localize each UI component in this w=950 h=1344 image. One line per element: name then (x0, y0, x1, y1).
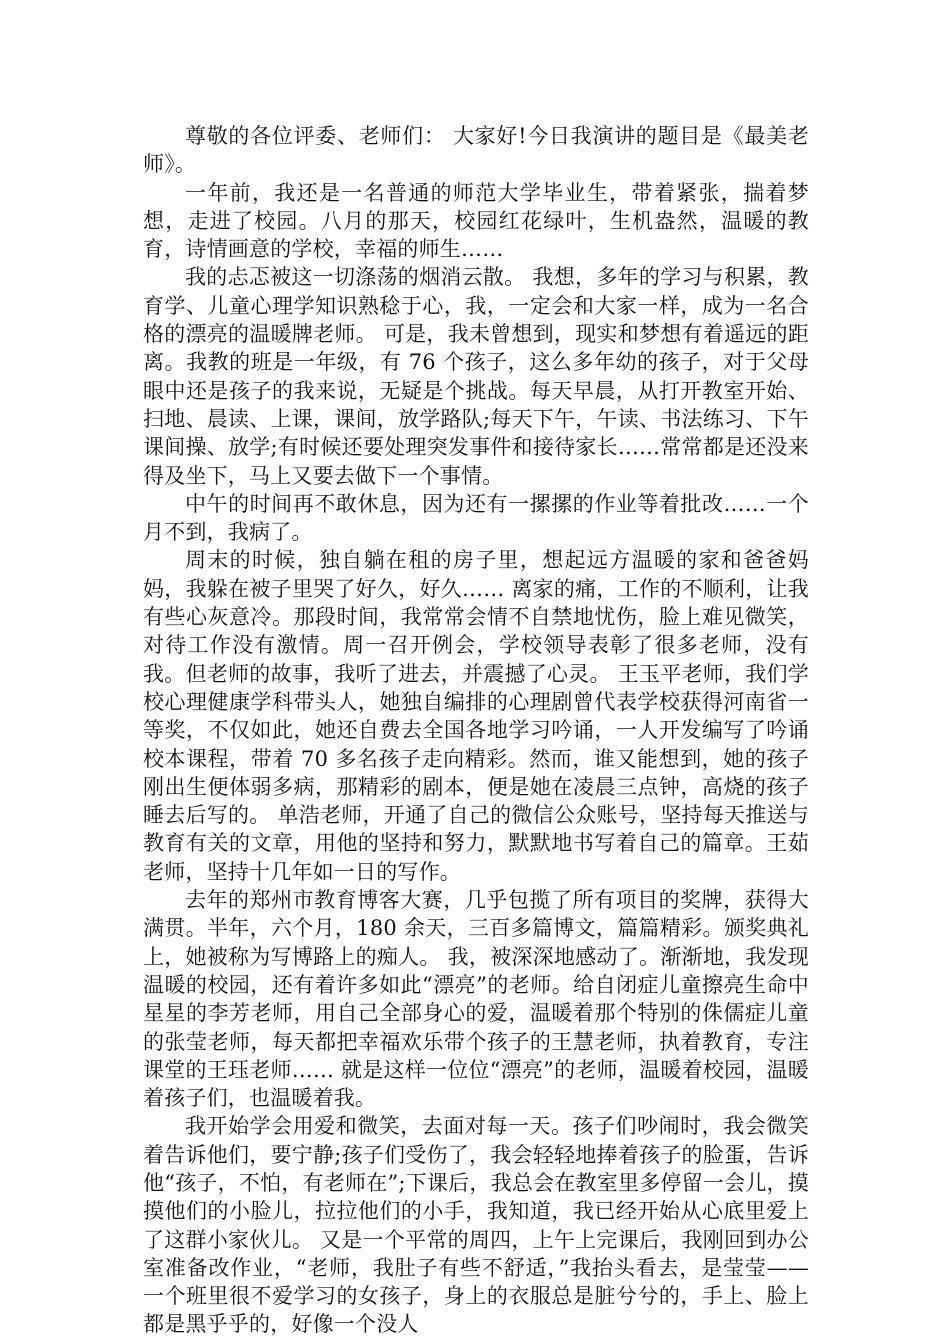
paragraph-blog-contest: 去年的郑州市教育博客大赛，几乎包揽了所有项目的奖牌，获得大满贯。半年，六个月，180 余天，三百多篇博文，篇篇精彩。颁奖典礼上，她被称为写博路上的痴人。 我，被深深地感动了。渐渐地，我发现温暖的校园，还有着许多如此“漂亮”的老师。给自闭症儿童擦亮生命中星星的李芳老师，用自己全部身心的爱，温暖着那个特别的侏儒症儿童的张莹老师，每天都把幸福欢乐带个孩子的王慧老师，执着教育，专注课堂的王珏老师…… 就是这样一位位“漂亮”的老师，温暖着校园，温暖着孩子们，也温暖着我。 (143, 888, 809, 1111)
speech-text (143, 122, 809, 1339)
paragraph-love-and-smile: 我开始学会用爱和微笑，去面对每一天。孩子们吵闹时，我会微笑着告诉他们，要宁静;孩子们受伤了，我会轻轻地捧着孩子的脸蛋，告诉他“孩子，不怕，有老师在”;下课后，我总会在教室里多停留一会儿，摸摸他们的小脸儿，拉拉他们的小手，我知道，我已经开始从心底里爱上了这群小家伙儿。 又是一个平常的周四，上午上完课后，我刚回到办公室准备改作业，“老师，我肚子有些不舒适，”我抬头看去，是莹莹——一个班里很不爱学习的女孩子，身上的衣服总是脏兮兮的，手上、脸上都是黑乎乎的，好像一个没人 (143, 1114, 809, 1337)
paragraph-greeting: 尊敬的各位评委、老师们： 大家好!今日我演讲的题目是《最美老师》。 (143, 124, 809, 177)
paragraph-illness: 中午的时间再不敢休息，因为还有一摞摞的作业等着批改……一个月不到，我病了。 (143, 491, 809, 545)
paragraph-inspiring-teachers: 周末的时候，独自躺在租的房子里，想起远方温暖的家和爸爸妈妈，我躲在被子里哭了好久，好久…… 离家的痛，工作的不顺利，让我有些心灰意冷。那段时间，我常常会情不自禁地忧伤，脸上难见微笑，对待工作没有激情。周一召开例会，学校领导表彰了很多老师，没有我。但老师的故事，我听了进去，并震撼了心灵。 王玉平老师，我们学校心理健康学科带头人，她独自编排的心理剧曾代表学校获得河南省一等奖，不仅如此，她还自费去全国各地学习吟诵，一人开发编写了吟诵校本课程，带着 70 多名孩子走向精彩。然而，谁又能想到，她的孩子刚出生便体弱多病，那精彩的剧本，便是她在凌晨三点钟，高烧的孩子睡去后写的。 单浩老师，开通了自己的微信公众账号，坚持每天推送与教育有关的文章，用他的坚持和努力，默默地书写着自己的篇章。王茹老师，坚持十几年如一日的写作。 (143, 548, 809, 884)
paragraph-graduation: 一年前，我还是一名普通的师范大学毕业生，带着紧张，揣着梦想，走进了校园。八月的那天，校园红花绿叶，生机盎然，温暖的教育，诗情画意的学校，幸福的师生…… (143, 180, 809, 262)
paragraph-challenge: 我的忐忑被这一切涤荡的烟消云散。 我想，多年的学习与积累，教育学、儿童心理学知识熟稔于心，我，一定会和大家一样，成为一名合格的漂亮的温暖牌老师。 可是，我未曾想到，现实和梦想有着遥远的距离。我教的班是一年级，有 76 个孩子，这么多年幼的孩子，对于父母眼中还是孩子的我来说，无疑是个挑战。每天早晨，从打开教室开始、扫地、晨读、上课，课间，放学路队;每天下午，午读、书法练习、下午课间操、放学;有时候还要处理突发事件和接待家长……常常都是还没来得及坐下，马上又要去做下一个事情。 (143, 265, 809, 488)
